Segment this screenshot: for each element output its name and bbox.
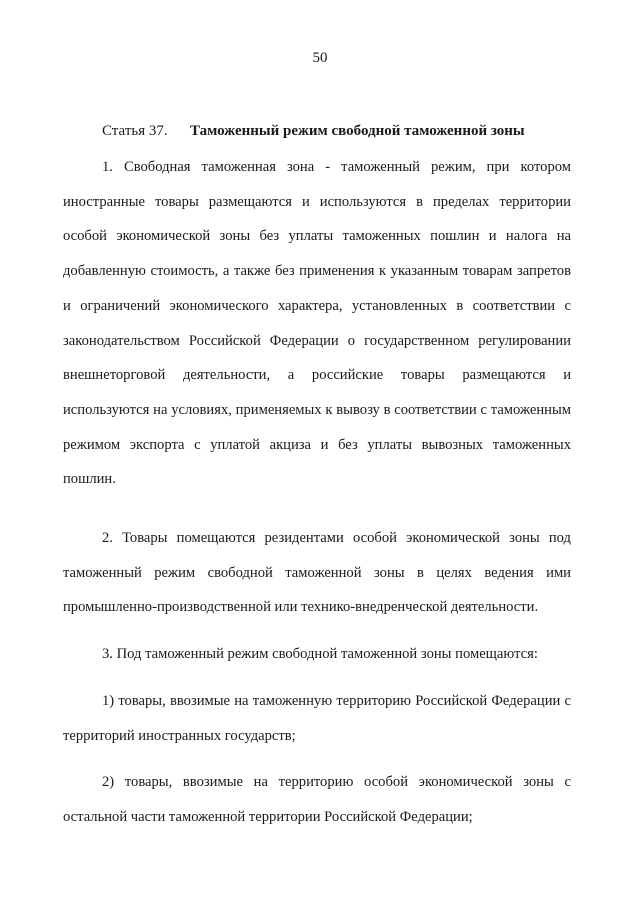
article-heading — [102, 123, 525, 140]
article-body — [63, 150, 571, 835]
list-item-1: 1) товары, ввозимые на таможенную территорию Российской Федерации с территорий иностранных государств; — [63, 692, 571, 744]
paragraph-1: 1. Свободная таможенная зона - таможенный режим, при котором иностранные товары размещаются и используются в пределах территории особой экономической зоны без уплаты таможенных пошлин и налога на добавленную стоимость, а также без применения к указанным товарам запретов и ограничений экономического характера, установленных в соответствии с законодательством Российской Федерации о государственном регулировании внешнеторговой деятельности, а российские товары размещаются и используются на условиях, применяемых к вывозу в соответствии с таможенным режимом экспорта с уплатой акциза и без уплаты вывозных таможенных пошлин. — [63, 159, 571, 488]
paragraph-3: 3. Под таможенный режим свободной таможенной зоны помещаются: — [102, 646, 538, 663]
paragraph-2: 2. Товары помещаются резидентами особой экономической зоны под таможенный режим свободной таможенной зоны в целях ведения ими промышленно-производственной или технико-внедренческой деятельности. — [63, 530, 571, 616]
article-title: Таможенный режим свободной таможенной зоны — [190, 123, 525, 139]
list-item-2: 2) товары, ввозимые на территорию особой экономической зоны с остальной части таможенной территории Российской Федерации; — [63, 774, 571, 825]
article-number: Статья 37. — [102, 123, 168, 139]
page-number: 50 — [312, 50, 328, 66]
